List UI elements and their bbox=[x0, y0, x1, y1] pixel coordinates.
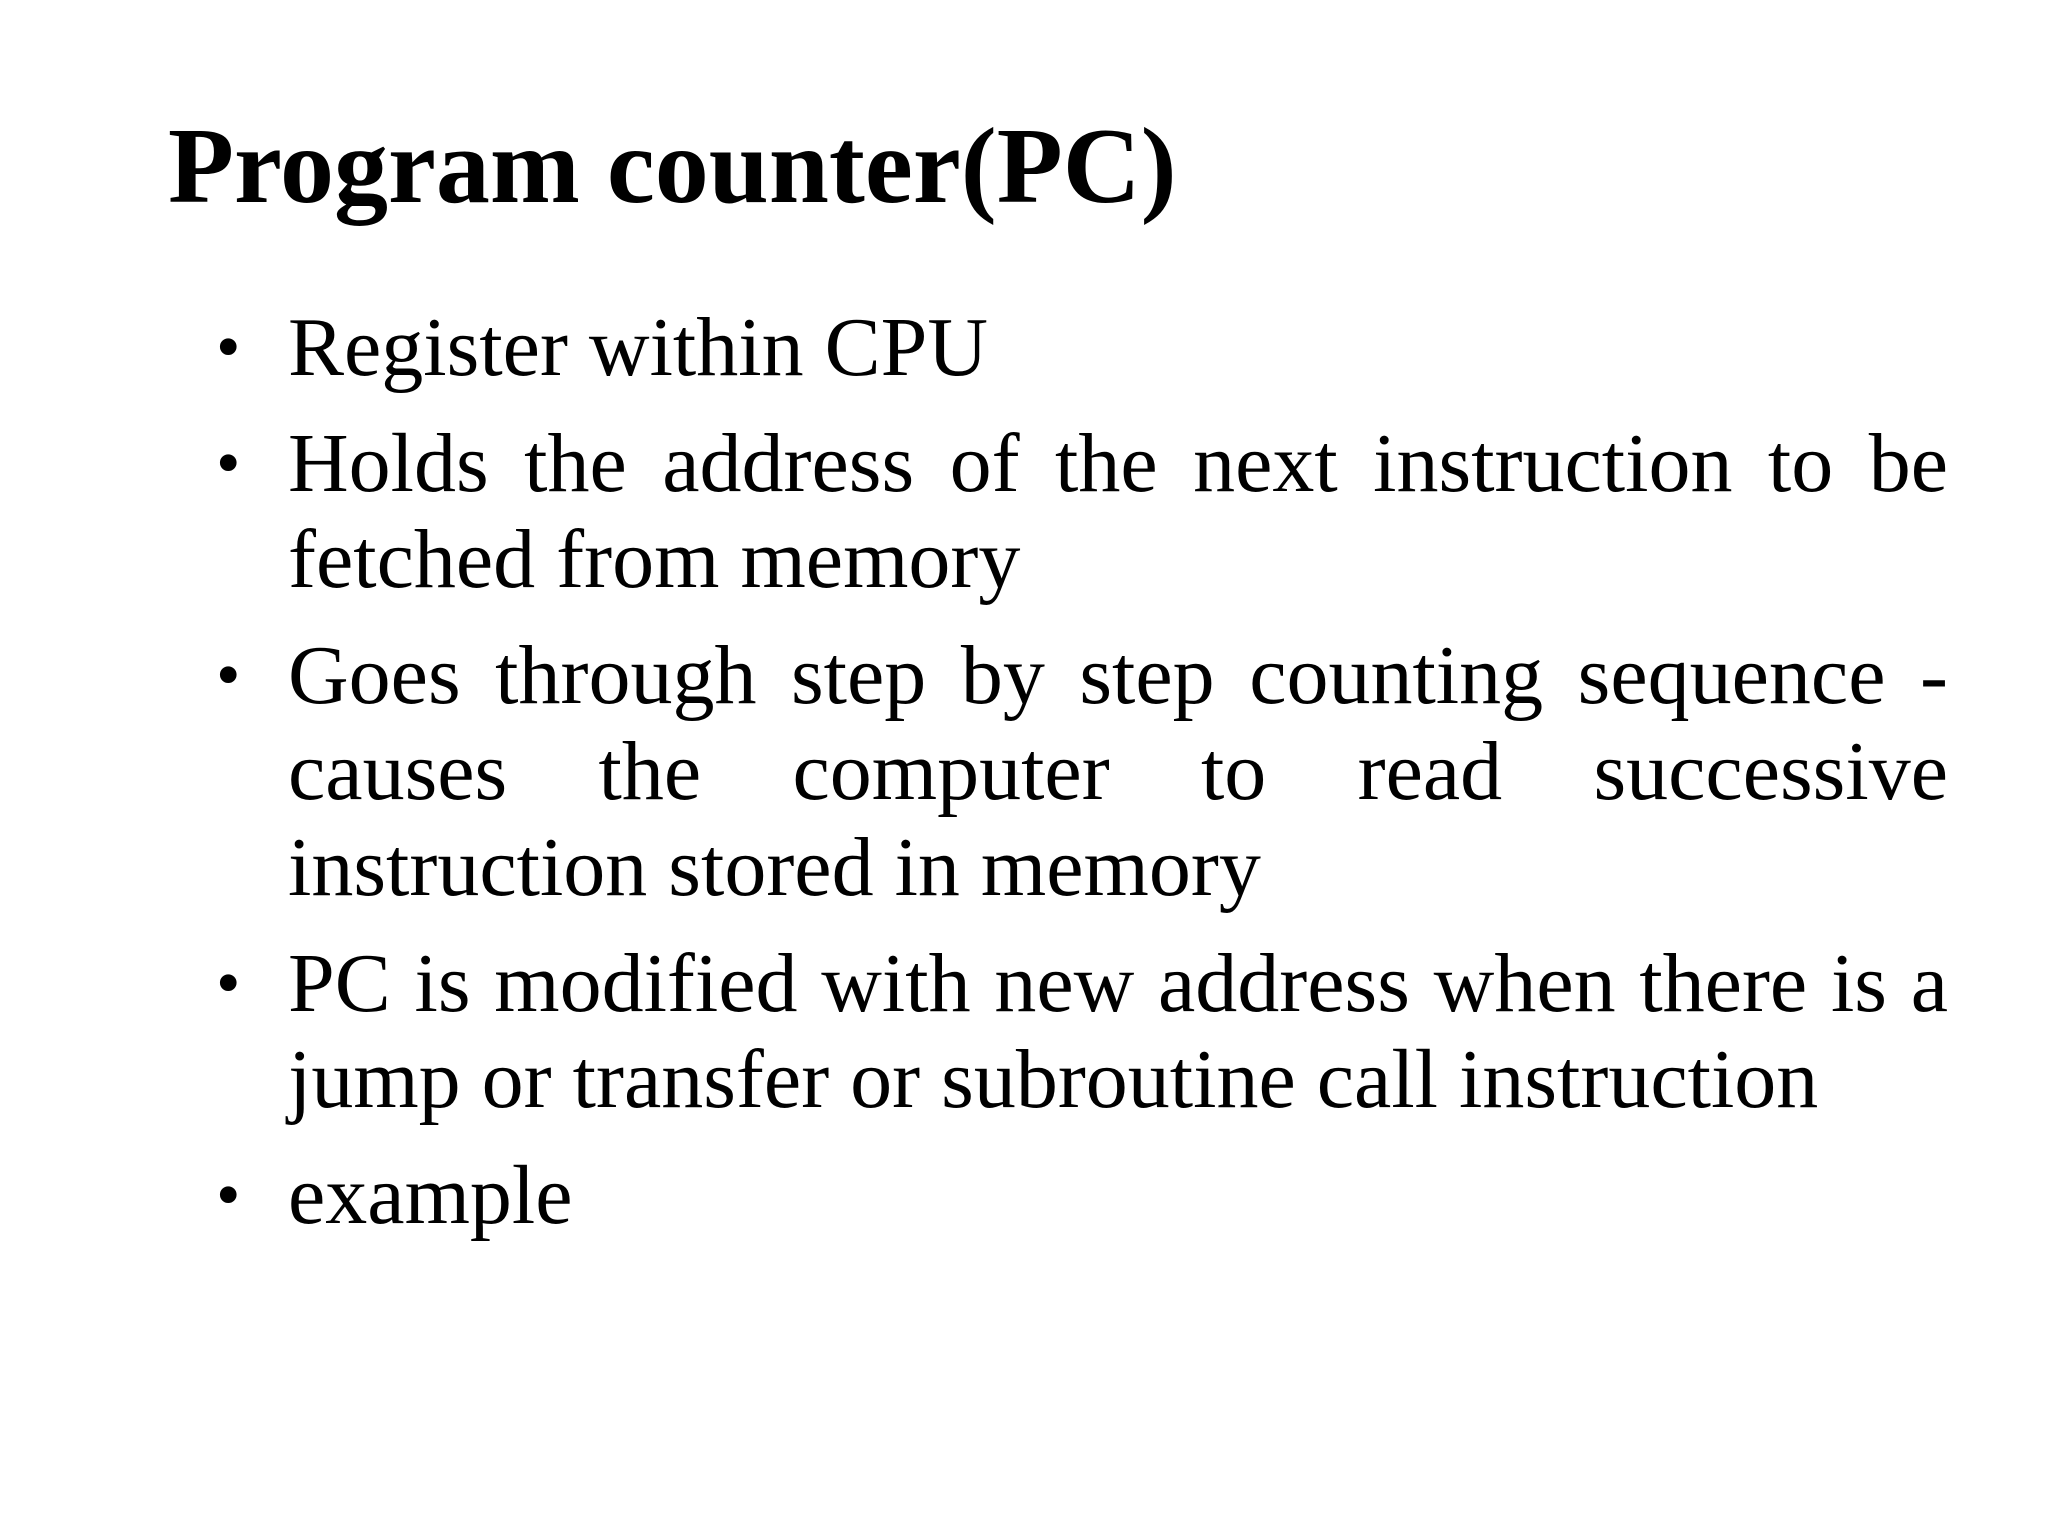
bullet-item bbox=[216, 300, 1948, 396]
bullet-text: example bbox=[288, 1149, 573, 1242]
bullet-dot-icon: • bbox=[216, 425, 241, 502]
slide-title: Program counter(PC) bbox=[168, 107, 1177, 226]
bullet-text: PC is modified with new address when there is a jump or transfer or subroutine call instruction bbox=[288, 937, 1948, 1126]
bullet-dot-icon: • bbox=[216, 1157, 241, 1234]
bullet-item bbox=[216, 628, 1948, 916]
bullet-dot-icon: • bbox=[216, 637, 241, 714]
bullet-item bbox=[216, 416, 1948, 608]
bullet-text: Holds the address of the next instruction to be fetched from memory bbox=[288, 417, 1948, 606]
bullet-item bbox=[216, 936, 1948, 1128]
bullet-dot-icon: • bbox=[216, 945, 241, 1022]
bullet-text: Register within CPU bbox=[288, 301, 989, 394]
bullet-item bbox=[216, 1148, 1948, 1244]
bullet-list bbox=[216, 300, 1948, 1264]
bullet-text: Goes through step by step counting sequence - causes the computer to read successive instruction stored in memory bbox=[288, 629, 1948, 914]
bullet-dot-icon: • bbox=[216, 309, 241, 386]
